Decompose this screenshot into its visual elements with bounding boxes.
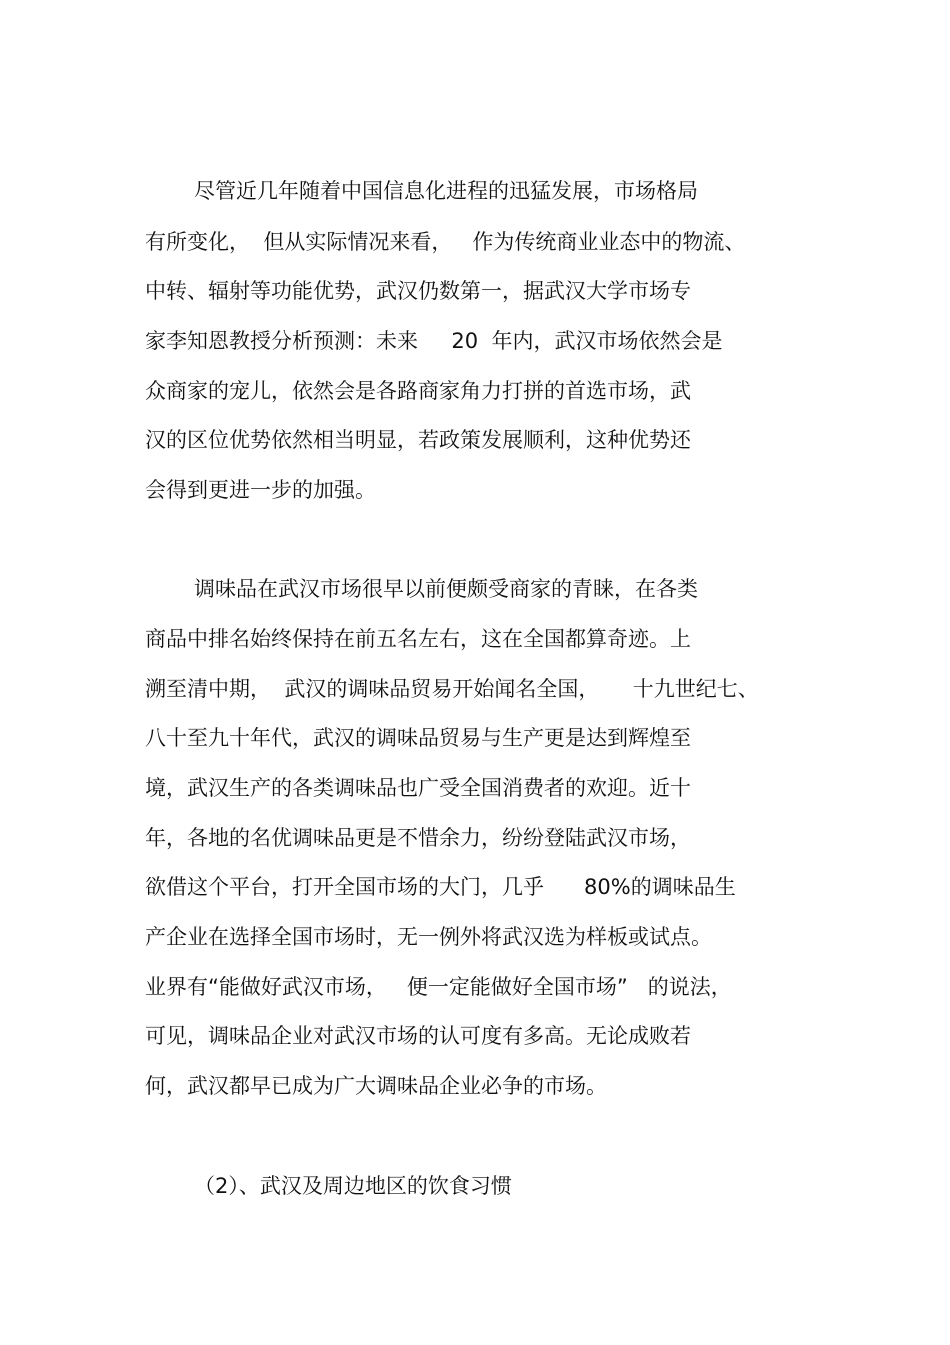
paragraph-2-line-9: 业界有“能做好武汉市场， 便一定能做好全国市场” 的说法，	[145, 975, 732, 999]
paragraph-1-line-7: 会得到更进一步的加强。	[145, 478, 376, 502]
paragraph-2-line-2: 商品中排名始终保持在前五名左右，这在全国都算奇迹。上	[145, 627, 691, 651]
paragraph-1-line-3: 中转、辐射等功能优势，武汉仍数第一，据武汉大学市场专	[145, 279, 691, 303]
paragraph-1-line-2: 有所变化， 但从实际情况来看， 作为传统商业业态中的物流、	[145, 230, 746, 254]
paragraph-2-line-6: 年，各地的名优调味品更是不惜余力，纷纷登陆武汉市场，	[145, 826, 691, 850]
paragraph-2-line-8: 产企业在选择全国市场时，无一例外将武汉选为样板或试点。	[145, 925, 712, 949]
paragraph-1-line-4: 家李知恩教授分析预测：未来 20 年内，武汉市场依然会是	[145, 329, 723, 353]
paragraph-2-line-1: 调味品在武汉市场很早以前便颇受商家的青睐，在各类	[194, 577, 698, 601]
paragraph-2-line-7: 欲借这个平台，打开全国市场的大门，几乎 80%的调味品生	[145, 875, 736, 899]
paragraph-2-line-5: 境，武汉生产的各类调味品也广受全国消费者的欢迎。近十	[145, 776, 691, 800]
paragraph-1-line-6: 汉的区位优势依然相当明显，若政策发展顺利，这种优势还	[145, 428, 691, 452]
paragraph-2-line-11: 何，武汉都早已成为广大调味品企业必争的市场。	[145, 1074, 607, 1098]
paragraph-2-line-3: 溯至清中期， 武汉的调味品贸易开始闻名全国， 十九世纪七、	[145, 677, 759, 701]
paragraph-2-line-10: 可见，调味品企业对武汉市场的认可度有多高。无论成败若	[145, 1024, 691, 1048]
paragraph-2-line-4: 八十至九十年代，武汉的调味品贸易与生产更是达到辉煌至	[145, 726, 691, 750]
paragraph-1-line-5: 众商家的宠儿，依然会是各路商家角力打拼的首选市场，武	[145, 379, 691, 403]
paragraph-1-line-1: 尽管近几年随着中国信息化进程的迅猛发展，市场格局	[194, 179, 698, 203]
section-heading: （2）、武汉及周边地区的饮食习惯	[194, 1174, 512, 1198]
